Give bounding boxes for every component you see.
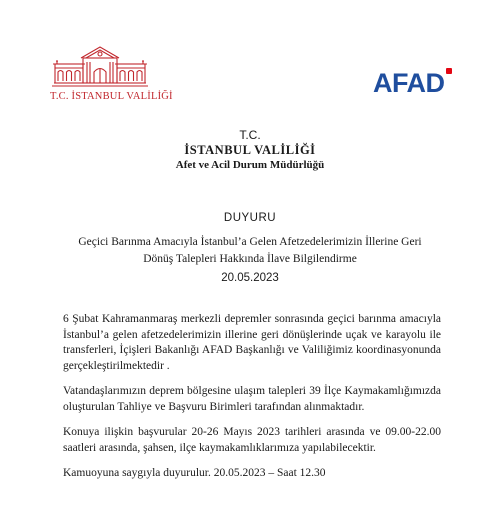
subject-line-1: Geçici Barınma Amacıyla İstanbul’a Gelen Afetzedelerimizin İllerine Geri	[78, 236, 422, 248]
announcement-subject	[0, 234, 500, 268]
announcement-heading: DUYURU	[223, 212, 277, 224]
body-paragraph-4: Kamuoyuna saygıyla duyurulur. 20.05.2023 – Saat 12.30	[63, 467, 326, 479]
body-paragraph-2: Vatandaşlarımızın deprem bölgesine ulaşım talepleri 39 İlçe Kaymakamlığımızda oluşturulan Tahliye ve Başvuru Birimleri tarafından alınmaktadır.	[63, 385, 441, 413]
announcement-date: 20.05.2023	[221, 272, 279, 284]
header-mudurluk: Afet ve Acil Durum Müdürlüğü	[175, 159, 325, 171]
body-paragraph-3: Konuya ilişkin başvurular 20-26 Mayıs 2023 tarihleri arasında ve 09.00-22.00 saatleri arasında, şahsen, ilçe kaymakamlıklarımıza yapılabilecektir.	[63, 426, 441, 454]
afad-logo	[373, 66, 453, 100]
header-tc: T.C.	[239, 128, 261, 142]
subject-line-2: Dönüş Talepleri Hakkında İlave Bilgilendirme	[143, 253, 357, 265]
afad-logo-text: AFAD	[373, 68, 445, 98]
announcement-body	[63, 312, 441, 492]
afad-red-mark-icon	[446, 68, 452, 74]
istanbul-valiligi-logo	[50, 44, 173, 102]
valilik-building-icon	[50, 44, 150, 88]
header-valilik: İSTANBUL VALİLİĞİ	[184, 143, 316, 157]
valilik-logo-caption: T.C. İSTANBUL VALİLİĞİ	[50, 91, 173, 102]
document-header	[0, 128, 500, 172]
body-paragraph-1: 6 Şubat Kahramanmaraş merkezli depremler sonrasında geçici barınma amacıyla İstanbul’a gelen afetzedelerimizin illerine geri dönüşlerinde uçak ve karayolu ile transferleri, İçişleri Bakanlığı AFAD Başkanlığı ve Valiliğimiz koordinasyonunda gerçekleştirilmektedir .	[63, 313, 441, 372]
